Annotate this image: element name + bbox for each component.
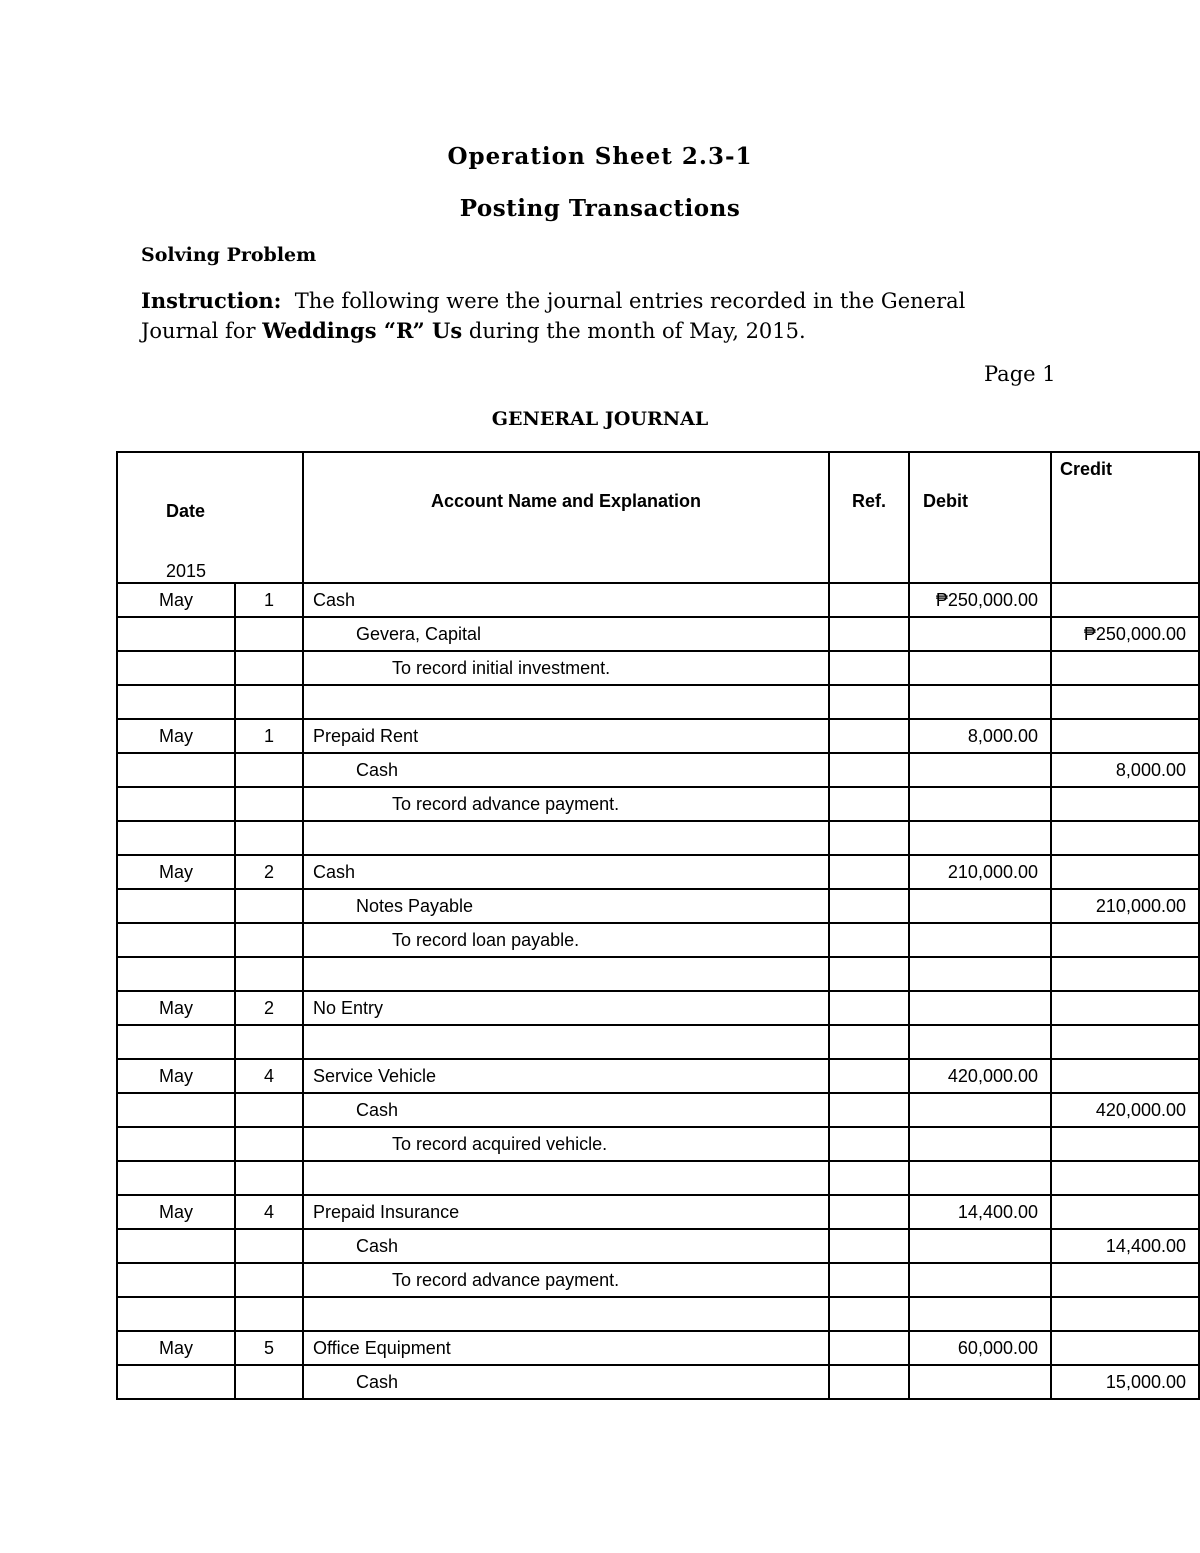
document-subtitle: Posting Transactions (459, 195, 741, 222)
table-row (117, 583, 1199, 617)
date-month-cell (117, 753, 235, 787)
credit-cell (1051, 855, 1199, 889)
credit-cell (1051, 685, 1199, 719)
date-day-cell (235, 1093, 303, 1127)
debit-cell: 210,000.00 (909, 855, 1051, 889)
debit-cell (909, 787, 1051, 821)
debit-cell (909, 1127, 1051, 1161)
ref-cell (829, 1195, 909, 1229)
date-day-cell (235, 1229, 303, 1263)
account-cell: Gevera, Capital (303, 617, 829, 651)
date-month-cell (117, 821, 235, 855)
credit-cell (1051, 991, 1199, 1025)
date-header-label: Date (166, 501, 206, 521)
debit-cell (909, 1263, 1051, 1297)
date-month-cell (117, 923, 235, 957)
account-cell: No Entry (303, 991, 829, 1025)
table-row (117, 1059, 1199, 1093)
debit-column-header (909, 452, 1051, 583)
date-month-cell (117, 651, 235, 685)
ref-cell (829, 991, 909, 1025)
table-row (117, 1093, 1199, 1127)
date-month-cell: May (117, 1059, 235, 1093)
debit-cell: ₱250,000.00 (909, 583, 1051, 617)
table-row (117, 889, 1199, 923)
credit-cell (1051, 1059, 1199, 1093)
table-row (117, 651, 1199, 685)
date-day-cell (235, 753, 303, 787)
date-day-cell (235, 685, 303, 719)
year-header-label: 2015 (166, 561, 207, 581)
ref-cell (829, 1263, 909, 1297)
debit-cell (909, 685, 1051, 719)
company-name: Weddings “R” Us (262, 318, 463, 343)
debit-cell: 60,000.00 (909, 1331, 1051, 1365)
date-day-cell (235, 821, 303, 855)
date-month-cell (117, 787, 235, 821)
credit-cell: ₱250,000.00 (1051, 617, 1199, 651)
account-cell (303, 1297, 829, 1331)
table-row (117, 1161, 1199, 1195)
account-cell: Cash (303, 855, 829, 889)
ref-cell (829, 923, 909, 957)
credit-cell: 14,400.00 (1051, 1229, 1199, 1263)
credit-cell (1051, 1297, 1199, 1331)
date-month-cell (117, 685, 235, 719)
date-day-cell: 1 (235, 583, 303, 617)
ref-cell (829, 889, 909, 923)
debit-header-label: Debit (923, 491, 968, 511)
debit-cell (909, 617, 1051, 651)
table-row (117, 617, 1199, 651)
account-cell: To record acquired vehicle. (303, 1127, 829, 1161)
debit-cell (909, 1161, 1051, 1195)
table-row (117, 821, 1199, 855)
date-day-cell (235, 651, 303, 685)
date-day-cell: 5 (235, 1331, 303, 1365)
account-cell: Office Equipment (303, 1331, 829, 1365)
date-day-cell: 2 (235, 855, 303, 889)
table-row (117, 1297, 1199, 1331)
page-number: Page 1 (984, 362, 1056, 386)
credit-cell (1051, 1161, 1199, 1195)
debit-cell (909, 1229, 1051, 1263)
account-cell (303, 1025, 829, 1059)
date-month-cell (117, 1297, 235, 1331)
instruction-paragraph (141, 286, 1041, 346)
date-month-cell (117, 1229, 235, 1263)
date-month-cell: May (117, 583, 235, 617)
credit-cell (1051, 787, 1199, 821)
date-day-cell (235, 1127, 303, 1161)
date-day-cell: 4 (235, 1195, 303, 1229)
date-day-cell (235, 923, 303, 957)
debit-cell (909, 1025, 1051, 1059)
account-cell: Prepaid Rent (303, 719, 829, 753)
date-month-cell (117, 1365, 235, 1399)
ref-cell (829, 583, 909, 617)
credit-cell (1051, 1025, 1199, 1059)
debit-cell: 14,400.00 (909, 1195, 1051, 1229)
debit-cell (909, 821, 1051, 855)
debit-cell (909, 651, 1051, 685)
date-day-cell: 1 (235, 719, 303, 753)
table-row (117, 685, 1199, 719)
account-cell: Service Vehicle (303, 1059, 829, 1093)
ref-cell (829, 1127, 909, 1161)
date-month-cell: May (117, 855, 235, 889)
date-month-cell (117, 1093, 235, 1127)
date-day-cell (235, 1025, 303, 1059)
account-cell: To record advance payment. (303, 1263, 829, 1297)
journal-header-row (117, 452, 1199, 583)
ref-cell (829, 685, 909, 719)
instruction-label: Instruction: (141, 288, 282, 313)
ref-cell (829, 1161, 909, 1195)
account-cell: To record initial investment. (303, 651, 829, 685)
date-month-cell (117, 957, 235, 991)
date-month-cell (117, 1127, 235, 1161)
account-cell: Cash (303, 1365, 829, 1399)
date-month-cell: May (117, 719, 235, 753)
ref-cell (829, 787, 909, 821)
date-column-header (117, 452, 303, 583)
credit-cell: 210,000.00 (1051, 889, 1199, 923)
debit-cell (909, 1093, 1051, 1127)
credit-cell (1051, 1331, 1199, 1365)
table-row (117, 1195, 1199, 1229)
date-day-cell (235, 1365, 303, 1399)
date-month-cell (117, 617, 235, 651)
date-month-cell (117, 1161, 235, 1195)
ref-cell (829, 821, 909, 855)
date-day-cell (235, 957, 303, 991)
credit-cell (1051, 923, 1199, 957)
account-cell (303, 1161, 829, 1195)
ref-cell (829, 957, 909, 991)
table-row (117, 923, 1199, 957)
account-cell: Cash (303, 1093, 829, 1127)
credit-cell (1051, 957, 1199, 991)
table-row (117, 957, 1199, 991)
ref-header-label: Ref. (851, 491, 886, 511)
credit-cell: 15,000.00 (1051, 1365, 1199, 1399)
table-row (117, 1365, 1199, 1399)
section-heading: Solving Problem (141, 244, 317, 266)
table-row (117, 855, 1199, 889)
instruction-text-1: The following were the journal entries recorded in the General Journal for (141, 289, 966, 343)
document-title: Operation Sheet 2.3-1 (447, 143, 753, 170)
table-row (117, 753, 1199, 787)
date-month-cell (117, 1025, 235, 1059)
date-month-cell: May (117, 1331, 235, 1365)
debit-cell: 420,000.00 (909, 1059, 1051, 1093)
credit-cell (1051, 1263, 1199, 1297)
account-column-header (303, 452, 829, 583)
table-row (117, 1127, 1199, 1161)
ref-cell (829, 1093, 909, 1127)
credit-cell (1051, 719, 1199, 753)
account-cell: Notes Payable (303, 889, 829, 923)
credit-column-header (1051, 452, 1199, 583)
debit-cell (909, 991, 1051, 1025)
account-cell: Cash (303, 753, 829, 787)
debit-cell (909, 889, 1051, 923)
credit-cell (1051, 651, 1199, 685)
debit-cell (909, 957, 1051, 991)
ref-cell (829, 855, 909, 889)
account-header-label: Account Name and Explanation (430, 491, 702, 511)
credit-cell (1051, 821, 1199, 855)
date-day-cell (235, 889, 303, 923)
ref-cell (829, 1059, 909, 1093)
credit-cell: 8,000.00 (1051, 753, 1199, 787)
ref-cell (829, 651, 909, 685)
table-row (117, 719, 1199, 753)
general-journal-table (116, 451, 1200, 1400)
credit-cell (1051, 1195, 1199, 1229)
ref-cell (829, 753, 909, 787)
table-row (117, 991, 1199, 1025)
account-cell (303, 685, 829, 719)
credit-header-label: Credit (1060, 459, 1113, 479)
credit-cell (1051, 1127, 1199, 1161)
account-cell: To record advance payment. (303, 787, 829, 821)
journal-body (117, 583, 1199, 1399)
table-row (117, 1025, 1199, 1059)
table-row (117, 1331, 1199, 1365)
date-day-cell (235, 1161, 303, 1195)
debit-cell (909, 753, 1051, 787)
date-day-cell (235, 1297, 303, 1331)
account-cell: To record loan payable. (303, 923, 829, 957)
ref-cell (829, 1025, 909, 1059)
date-day-cell: 4 (235, 1059, 303, 1093)
ref-cell (829, 1331, 909, 1365)
journal-title: GENERAL JOURNAL (491, 408, 709, 430)
date-day-cell (235, 1263, 303, 1297)
instruction-text-2: during the month of May, 2015. (468, 319, 806, 343)
table-row (117, 1263, 1199, 1297)
account-cell: Cash (303, 583, 829, 617)
ref-cell (829, 1297, 909, 1331)
ref-cell (829, 1229, 909, 1263)
credit-cell (1051, 583, 1199, 617)
account-cell: Prepaid Insurance (303, 1195, 829, 1229)
account-cell (303, 821, 829, 855)
table-row (117, 1229, 1199, 1263)
date-day-cell (235, 617, 303, 651)
account-cell (303, 957, 829, 991)
date-day-cell: 2 (235, 991, 303, 1025)
ref-cell (829, 617, 909, 651)
debit-cell: 8,000.00 (909, 719, 1051, 753)
ref-cell (829, 1365, 909, 1399)
date-day-cell (235, 787, 303, 821)
date-month-cell (117, 889, 235, 923)
account-cell: Cash (303, 1229, 829, 1263)
debit-cell (909, 1365, 1051, 1399)
debit-cell (909, 923, 1051, 957)
ref-column-header (829, 452, 909, 583)
table-row (117, 787, 1199, 821)
debit-cell (909, 1297, 1051, 1331)
date-month-cell: May (117, 991, 235, 1025)
date-month-cell (117, 1263, 235, 1297)
date-month-cell: May (117, 1195, 235, 1229)
credit-cell: 420,000.00 (1051, 1093, 1199, 1127)
ref-cell (829, 719, 909, 753)
